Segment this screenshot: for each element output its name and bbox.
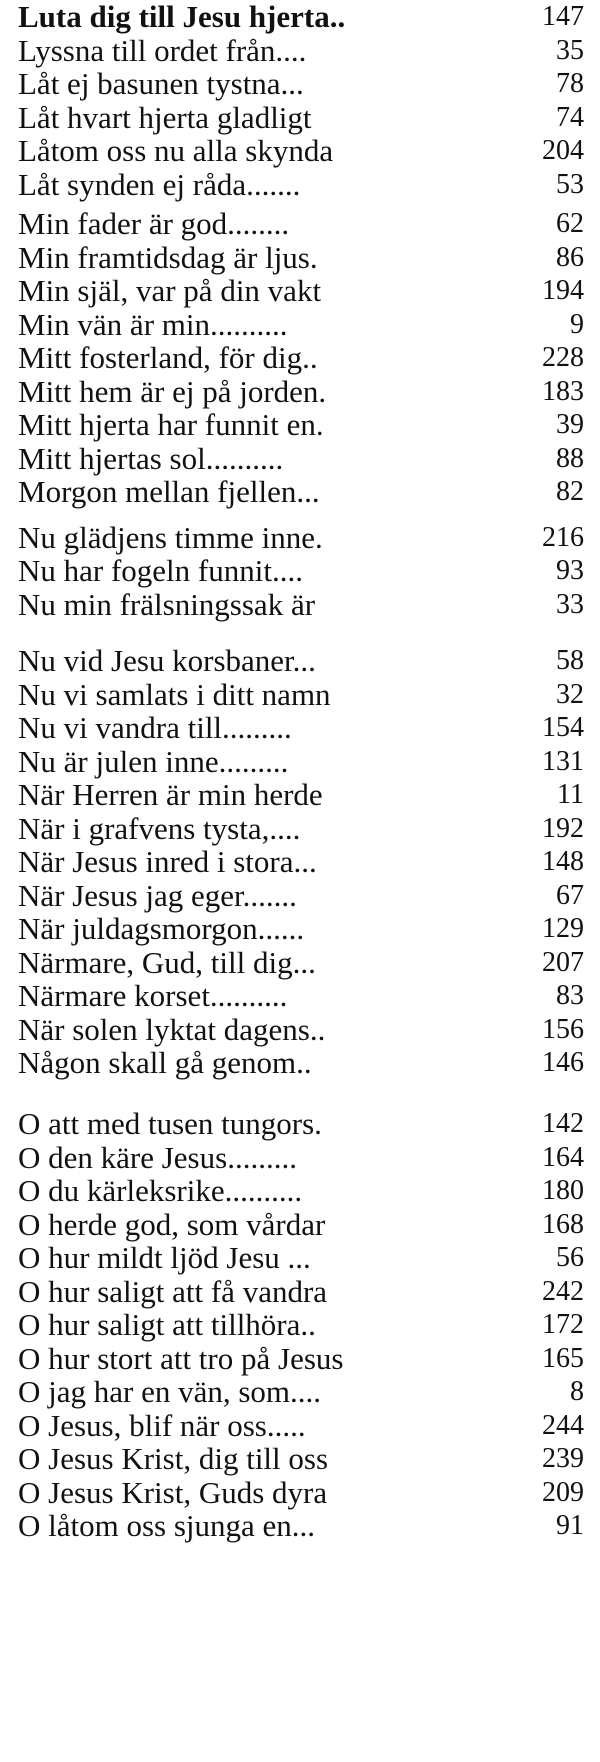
- entry-page-number: 53: [556, 168, 584, 200]
- index-entry: [0, 475, 600, 509]
- entry-title: O hur saligt att få vandra: [18, 1273, 328, 1309]
- entry-title: Låtom oss nu alla skynda: [18, 133, 334, 168]
- entry-title: O jag har en vän, som....: [18, 1374, 322, 1409]
- entry-title: När solen lyktat dagens..: [18, 1011, 326, 1047]
- entry-page-number: 142: [542, 1108, 584, 1139]
- index-entry: [0, 442, 600, 476]
- entry-page-number: 209: [542, 1476, 584, 1508]
- entry-page-number: 83: [556, 980, 584, 1011]
- index-entry: [0, 745, 600, 779]
- index-entry: [0, 778, 600, 812]
- entry-page-number: 35: [556, 34, 584, 66]
- index-entry: [0, 1208, 600, 1242]
- index-group-l-m-nu: [0, 0, 600, 621]
- index-entry: [0, 241, 600, 275]
- entry-title: När Herren är min herde: [18, 777, 323, 812]
- entry-title: Luta dig till Jesu hjerta..: [18, 0, 346, 34]
- entry-title: Nu vi samlats i ditt namn: [18, 676, 331, 712]
- entry-page-number: 154: [542, 712, 584, 743]
- index-entry: [0, 644, 600, 678]
- entry-title: Min själ, var på din vakt: [18, 273, 322, 308]
- entry-title: Nu min frälsningssak är: [18, 586, 316, 622]
- index-entry: [0, 1046, 600, 1080]
- entry-title: Mitt hem är ej på jorden.: [18, 373, 327, 409]
- entry-title: Låt synden ej råda.......: [18, 166, 301, 202]
- index-entry: [0, 554, 600, 588]
- entry-title: När Jesus jag eger.......: [18, 877, 297, 913]
- entry-page-number: 228: [542, 342, 584, 373]
- entry-title: O Jesus Krist, Guds dyra: [18, 1474, 328, 1510]
- entry-title: Låt ej basunen tystna...: [18, 66, 304, 101]
- entry-page-number: 172: [542, 1309, 584, 1340]
- index-entry: [0, 1342, 600, 1376]
- index-entry: [0, 207, 600, 241]
- entry-title: O herde god, som vårdar: [18, 1206, 326, 1242]
- entry-page-number: 82: [556, 476, 584, 507]
- index-entry: [0, 1308, 600, 1342]
- entry-page-number: 180: [542, 1175, 584, 1206]
- entry-page-number: 183: [542, 375, 584, 407]
- index-entry: [0, 1174, 600, 1208]
- entry-page-number: 93: [556, 555, 584, 586]
- index-group-o: [0, 1107, 600, 1543]
- entry-page-number: 78: [556, 68, 584, 99]
- entry-page-number: 131: [542, 745, 584, 777]
- entry-title: O den käre Jesus.........: [18, 1139, 297, 1175]
- index-entry: [0, 341, 600, 375]
- index-entry: [0, 812, 600, 846]
- index-entry: [0, 67, 600, 101]
- entry-page-number: 242: [542, 1275, 584, 1307]
- entry-title: Närmare, Gud, till dig...: [18, 944, 316, 980]
- entry-title: Mitt hjertas sol..........: [18, 440, 284, 476]
- index-entry: [0, 588, 600, 622]
- entry-title: Närmare korset..........: [18, 978, 288, 1013]
- entry-title: O hur stort att tro på Jesus: [18, 1340, 344, 1376]
- entry-page-number: 239: [542, 1443, 584, 1474]
- entry-title: O Jesus, blif när oss.....: [18, 1407, 306, 1443]
- entry-page-number: 164: [542, 1141, 584, 1173]
- index-entry: [0, 912, 600, 946]
- entry-title: Min framtidsdag är ljus.: [18, 239, 318, 275]
- entry-title: Nu har fogeln funnit....: [18, 553, 303, 588]
- entry-title: Nu glädjens timme inne.: [18, 519, 323, 555]
- index-entry: [0, 375, 600, 409]
- entry-title: Min fader är god........: [18, 206, 290, 241]
- entry-page-number: 244: [542, 1409, 584, 1441]
- entry-title: Morgon mellan fjellen...: [18, 474, 320, 509]
- entry-title: När juldagsmorgon......: [18, 911, 305, 946]
- entry-title: När Jesus inred i stora...: [18, 844, 317, 879]
- index-entry: [0, 408, 600, 442]
- index-entry: [0, 1476, 600, 1510]
- entry-title: Låt hvart hjerta gladligt: [18, 99, 312, 135]
- index-group-nu-nar: [0, 644, 600, 1080]
- index-entry: [0, 946, 600, 980]
- entry-title: Någon skall gå genom..: [18, 1045, 312, 1080]
- index-entry: [0, 308, 600, 342]
- entry-title: Mitt hjerta har funnit en.: [18, 407, 324, 442]
- entry-page-number: 129: [542, 913, 584, 944]
- index-entry: [0, 711, 600, 745]
- index-entry: [0, 845, 600, 879]
- entry-title: Nu vi vandra till.........: [18, 710, 292, 745]
- index-entry: [0, 1241, 600, 1275]
- entry-title: Mitt fosterland, för dig..: [18, 340, 318, 375]
- entry-title: Lyssna till ordet från....: [18, 32, 307, 68]
- index-entry: [0, 678, 600, 712]
- index-entry: [0, 1375, 600, 1409]
- entry-page-number: 156: [542, 1013, 584, 1045]
- entry-title: När i grafvens tysta,....: [18, 810, 301, 846]
- entry-page-number: 204: [542, 135, 584, 166]
- entry-page-number: 67: [556, 879, 584, 911]
- index-entry: [0, 979, 600, 1013]
- entry-title: O Jesus Krist, dig till oss: [18, 1441, 329, 1476]
- index-entry: [0, 168, 600, 202]
- entry-title: O du kärleksrike..........: [18, 1173, 303, 1208]
- index-entry: [0, 1141, 600, 1175]
- index-entry: [0, 134, 600, 168]
- entry-page-number: 146: [542, 1047, 584, 1078]
- entry-page-number: 207: [542, 946, 584, 978]
- entry-page-number: 148: [542, 846, 584, 877]
- entry-title: Min vän är min..........: [18, 306, 288, 342]
- index-entry: [0, 521, 600, 555]
- entry-page-number: 56: [556, 1242, 584, 1273]
- entry-page-number: 9: [570, 308, 584, 340]
- entry-page-number: 194: [542, 275, 584, 306]
- entry-page-number: 11: [557, 779, 584, 810]
- index-entry: [0, 101, 600, 135]
- index-entry: [0, 1442, 600, 1476]
- index-entry: [0, 1275, 600, 1309]
- index-entry: [0, 1409, 600, 1443]
- entry-page-number: 147: [542, 1, 584, 32]
- entry-title: O låtom oss sjunga en...: [18, 1508, 316, 1543]
- entry-page-number: 216: [542, 521, 584, 553]
- entry-page-number: 32: [556, 678, 584, 710]
- entry-page-number: 62: [556, 208, 584, 239]
- entry-page-number: 192: [542, 812, 584, 844]
- index-entry: [0, 879, 600, 913]
- entry-title: Nu är julen inne.........: [18, 743, 289, 779]
- entry-page-number: 8: [570, 1376, 584, 1407]
- entry-title: Nu vid Jesu korsbaner...: [18, 643, 316, 678]
- entry-page-number: 74: [556, 101, 584, 133]
- entry-page-number: 88: [556, 442, 584, 474]
- index-entry: [0, 1013, 600, 1047]
- entry-page-number: 168: [542, 1208, 584, 1240]
- entry-page-number: 165: [542, 1342, 584, 1374]
- entry-title: O hur mildt ljöd Jesu ...: [18, 1240, 311, 1275]
- entry-title: O hur saligt att tillhöra..: [18, 1307, 316, 1342]
- index-entry: [0, 274, 600, 308]
- index-entry: [0, 1107, 600, 1141]
- entry-title: O att med tusen tungors.: [18, 1106, 322, 1141]
- entry-page-number: 91: [556, 1510, 584, 1541]
- index-entry: [0, 34, 600, 68]
- entry-page-number: 86: [556, 241, 584, 273]
- entry-page-number: 39: [556, 409, 584, 440]
- entry-page-number: 33: [556, 588, 584, 620]
- entry-page-number: 58: [556, 645, 584, 676]
- index-entry: [0, 0, 600, 34]
- index-entry: [0, 1509, 600, 1543]
